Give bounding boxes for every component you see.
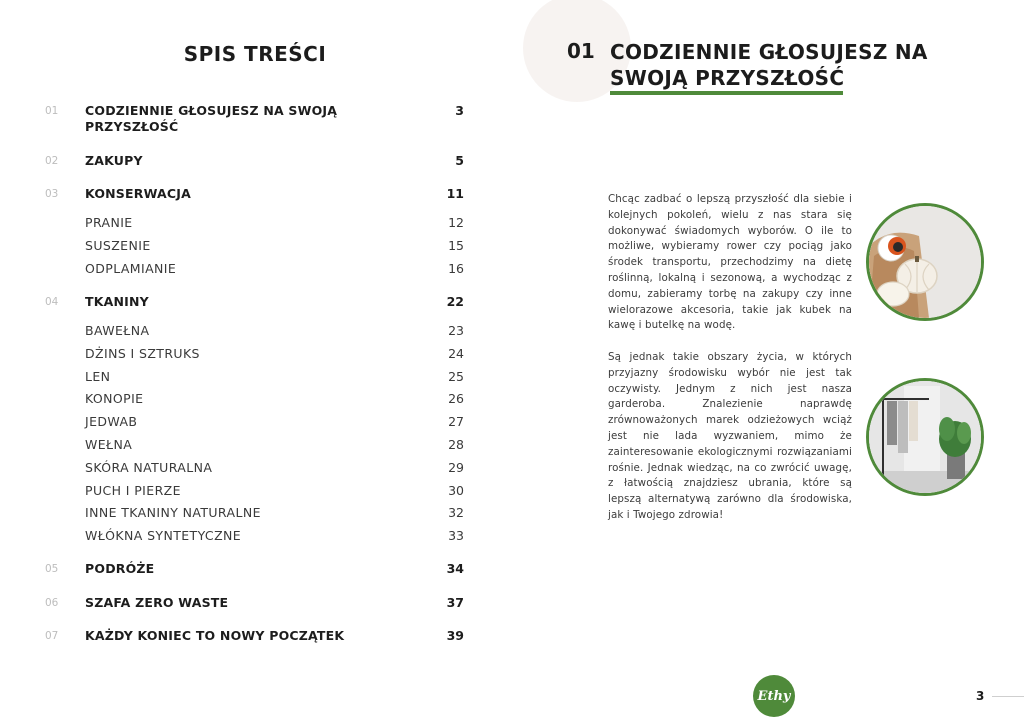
toc-item-label: DŻINS I SZTRUKS <box>85 346 200 361</box>
toc-item-page: 5 <box>455 153 464 168</box>
toc-item-label: PRANIE <box>85 215 133 230</box>
toc-item-label: CODZIENNIE GŁOSUJESZ NA SWOJĄ PRZYSZŁOŚĆ <box>85 103 338 134</box>
toc-item-label: SUSZENIE <box>85 238 151 253</box>
toc-item-label: INNE TKANINY NATURALNE <box>85 505 261 520</box>
toc-item-page: 34 <box>446 561 464 576</box>
toc-item-page: 25 <box>448 369 464 384</box>
toc-item-label: KONOPIE <box>85 391 144 406</box>
page-number: 3 <box>976 689 985 703</box>
toc-item-number: 01 <box>45 105 59 117</box>
toc-item-page: 29 <box>448 460 464 475</box>
toc-item-label: PODRÓŻE <box>85 561 155 576</box>
toc-item-label: BAWEŁNA <box>85 323 150 338</box>
toc-item-number: 06 <box>45 597 59 609</box>
clothing-rack-photo <box>866 378 984 496</box>
toc-item-label: SZAFA ZERO WASTE <box>85 595 229 610</box>
toc-item-number: 03 <box>45 188 59 200</box>
toc-item-page: 30 <box>448 483 464 498</box>
toc-item-page: 16 <box>448 261 464 276</box>
chapter-paragraph-1: Chcąc zadbać o lepszą przyszłość dla siebie i kolejnych pokoleń, wielu z nas stara się dokonywać świadomych wyborów. O ile to możliwe, wybieramy rower czy pociąg jako środek transportu, przechodzimy na dietę roślinną, lokalną i sezonową, a wychodząc z domu, zabieramy torbę na zakupy czy inne wielorazowe akcesoria, takie jak kubek na kawę i butelkę na wodę. <box>608 193 852 332</box>
toc-item-page: 22 <box>446 294 464 309</box>
toc-item-label: LEN <box>85 369 111 384</box>
toc-item-page: 12 <box>448 215 464 230</box>
toc-title: SPIS TREŚCI <box>183 42 327 66</box>
toc-item-label: KONSERWACJA <box>85 186 191 201</box>
toc-item-page: 28 <box>448 437 464 452</box>
chapter-title: CODZIENNIE GŁOSUJESZ NA SWOJĄ PRZYSZŁOŚĆ <box>610 40 928 90</box>
toc-item-number: 04 <box>45 296 59 308</box>
toc-item-number: 07 <box>45 630 59 642</box>
toc-item-number: 02 <box>45 155 59 167</box>
chapter-number: 01 <box>567 39 595 63</box>
toc-item-label: WEŁNA <box>85 437 133 452</box>
toc-item-label: PUCH I PIERZE <box>85 483 181 498</box>
toc-item-page: 26 <box>448 391 464 406</box>
toc-item-page: 3 <box>455 103 464 118</box>
title-underline <box>610 91 843 95</box>
page-number-line <box>992 696 1024 697</box>
toc-item-page: 37 <box>446 595 464 610</box>
toc-item-label: TKANINY <box>85 294 149 309</box>
toc-item-page: 33 <box>448 528 464 543</box>
pumpkins-photo <box>866 203 984 321</box>
toc-item-page: 15 <box>448 238 464 253</box>
toc-item-page: 24 <box>448 346 464 361</box>
toc-item-page: 32 <box>448 505 464 520</box>
table-of-contents <box>0 0 510 722</box>
toc-item-label: KAŻDY KONIEC TO NOWY POCZĄTEK <box>85 628 345 643</box>
toc-item-page: 39 <box>446 628 464 643</box>
toc-item-number: 05 <box>45 563 59 575</box>
toc-item-label: SKÓRA NATURALNA <box>85 460 213 475</box>
toc-item-label: JEDWAB <box>85 414 138 429</box>
ethy-logo: Ethy <box>753 675 795 717</box>
toc-item-page: 27 <box>448 414 464 429</box>
toc-item-page: 23 <box>448 323 464 338</box>
toc-item-label: ZAKUPY <box>85 153 143 168</box>
toc-item-label: WŁÓKNA SYNTETYCZNE <box>85 528 242 543</box>
toc-item-page: 11 <box>446 186 464 201</box>
toc-item-label: ODPLAMIANIE <box>85 261 177 276</box>
chapter-paragraph-2: Są jednak takie obszary życia, w których przyjazny środowisku wybór nie jest tak oczywisty. Jednym z nich jest nasza garderoba. Znalezienie naprawdę zrównoważonych marek odzieżowych wciąż jest nie lada wyzwaniem, mimo że zainteresowanie ekologicznymi rozwiązaniami rośnie. Jednak wiedząc, na co zwrócić uwagę, z łatwością znajdziesz ubrania, które są lepszą alternatywą zarówno dla środowiska, jak i Twojego zdrowia! <box>608 351 852 521</box>
